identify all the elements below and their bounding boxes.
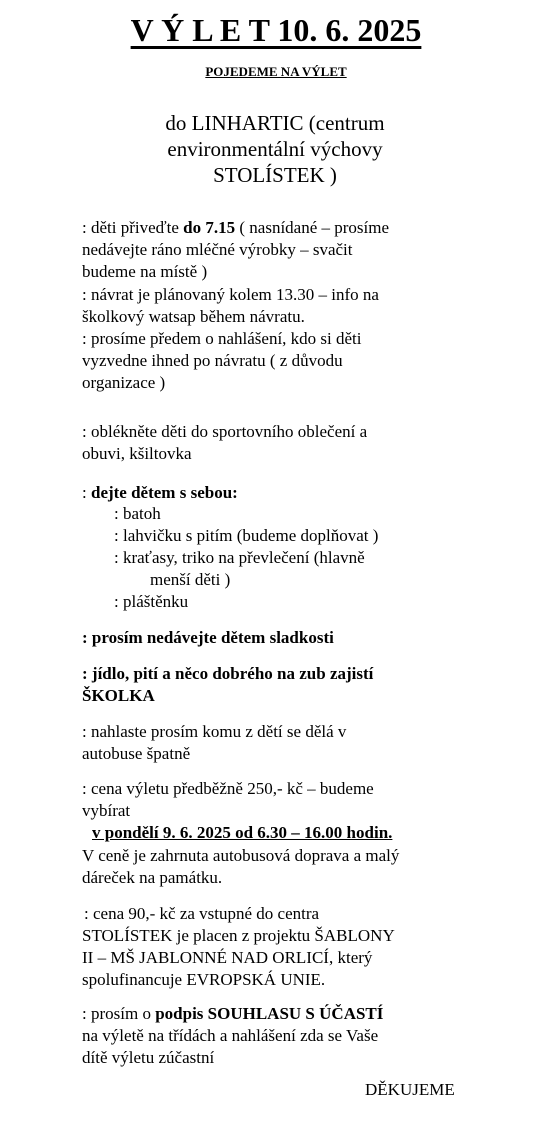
bus-line: autobuse špatně bbox=[82, 744, 191, 763]
fee-line: II – MŠ JABLONNÉ NAD ORLICÍ, který bbox=[82, 948, 373, 967]
destination-block bbox=[100, 110, 450, 188]
consent-line: na výletě na třídách a nahlášení zda se Vaše bbox=[82, 1026, 379, 1045]
bus-line: : nahlaste prosím komu z dětí se dělá v bbox=[82, 722, 347, 741]
info-line: vyzvedne ihned po návratu ( z důvodu bbox=[82, 351, 343, 370]
info-line: nedávejte ráno mléčné výrobky – svačit bbox=[82, 240, 353, 259]
info-line: : děti přiveďte do 7.15 ( nasnídané – prosíme bbox=[82, 218, 390, 237]
subtitle: POJEDEME NA VÝLET bbox=[205, 64, 347, 79]
destination-line: do LINHARTIC (centrum bbox=[165, 111, 385, 135]
food-line: : jídlo, pití a něco dobrého na zub zajistí bbox=[82, 664, 374, 683]
page-title: V Ý L E T 10. 6. 2025 bbox=[130, 12, 422, 48]
list-item: : lahvičku s pitím (budeme doplňovat ) bbox=[114, 526, 379, 545]
info-line: budeme na místě ) bbox=[82, 262, 208, 281]
info-line: školkový watsap během návratu. bbox=[82, 307, 305, 326]
info-line: : prosíme předem o nahlášení, kdo si děti bbox=[82, 329, 362, 348]
fee-line: STOLÍSTEK je placen z projektu ŠABLONY bbox=[82, 926, 395, 945]
thanks-text: DĚKUJEME bbox=[365, 1080, 455, 1099]
no-sweets-line: : prosím nedávejte dětem sladkosti bbox=[82, 628, 334, 647]
price-line: : cena výletu předběžně 250,- kč – budeme bbox=[82, 779, 374, 798]
info-line: : návrat je plánovaný kolem 13.30 – info na bbox=[82, 285, 379, 304]
price-line: vybírat bbox=[82, 801, 131, 820]
list-item: : pláštěnku bbox=[114, 592, 189, 611]
destination-line: environmentální výchovy bbox=[167, 137, 383, 161]
price-line: dáreček na památku. bbox=[82, 868, 223, 887]
price-line: V ceně je zahrnuta autobusová doprava a malý bbox=[82, 846, 400, 865]
clothing-line: : oblékněte děti do sportovního oblečení a bbox=[82, 422, 368, 441]
info-line: organizace ) bbox=[82, 373, 166, 392]
bring-heading: : dejte dětem s sebou: bbox=[82, 483, 238, 502]
food-line: ŠKOLKA bbox=[82, 686, 155, 705]
consent-line: dítě výletu zúčastní bbox=[82, 1048, 215, 1067]
destination-line: STOLÍSTEK ) bbox=[213, 163, 337, 187]
list-item: : batoh bbox=[114, 504, 161, 523]
clothing-line: obuvi, kšiltovka bbox=[82, 444, 192, 463]
list-item: : kraťasy, triko na převlečení (hlavně bbox=[114, 548, 365, 567]
fee-line: spolufinancuje EVROPSKÁ UNIE. bbox=[82, 970, 326, 989]
price-date-line: v pondělí 9. 6. 2025 od 6.30 – 16.00 hodin. bbox=[92, 823, 393, 842]
list-item: menší děti ) bbox=[150, 570, 231, 589]
consent-line: : prosím o podpis SOUHLASU S ÚČASTÍ bbox=[82, 1004, 384, 1023]
fee-line: : cena 90,- kč za vstupné do centra bbox=[84, 904, 320, 923]
